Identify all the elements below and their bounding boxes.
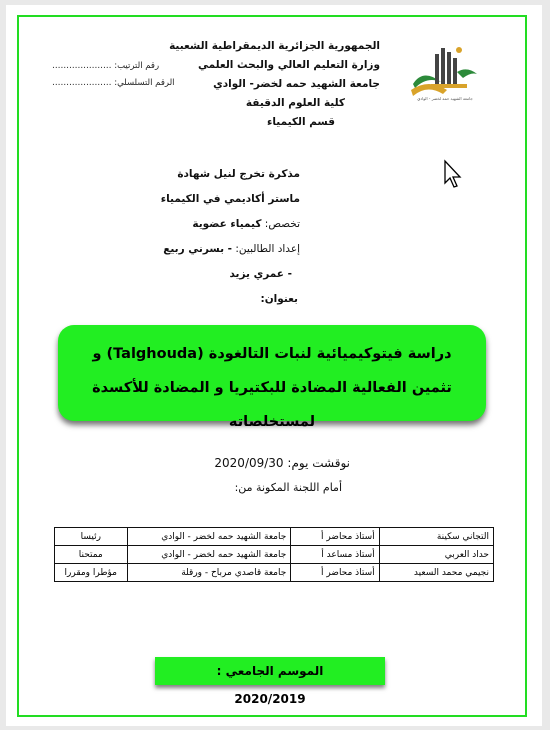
header-republic: الجمهورية الجزائرية الديمقراطية الشعبية [169,40,380,52]
student-2: - عمري يزيد [229,268,292,280]
academic-season-label: الموسم الجامعي : [216,664,324,678]
order-number-label: رقم الترتيب: [114,61,160,71]
jury-name: حداد العربي [379,546,493,564]
students-line [163,243,300,255]
specialty-value: كيمياء عضوية [192,218,262,230]
order-number-dots: ………………… [52,61,112,71]
specialty-label: تخصص: [264,218,300,230]
mouse-pointer-icon [443,159,465,189]
defense-date-value: 2020/09/30 [214,456,284,470]
academic-season [155,657,385,713]
defense-date-label: نوقشت يوم: [287,456,350,470]
header-department: قسم الكيمياء [266,116,335,128]
jury-university: جامعة الشهيد حمه لخضر - الوادي [127,546,291,564]
serial-number-field [52,78,175,88]
thesis-title-box [58,325,486,430]
university-logo [407,42,487,102]
jury-rank: أستاذ محاضر أ [291,528,379,546]
jury-role: ممتحنا [55,546,128,564]
jury-university: جامعة الشهيد حمه لخضر - الوادي [127,528,291,546]
jury-name: نجيمي محمد السعيد [379,564,493,582]
thesis-type-line1: مذكرة تخرج لنيل شهادة [177,168,300,180]
jury-role: رئيسا [55,528,128,546]
jury-role: مؤطرا ومقررا [55,564,128,582]
thesis-title: دراسة فيتوكيميائية لنبات التالغودة (Talghouda) و تثمين الفعالية المضادة للبكتيريا و المضادة للأكسدة لمستخلصاته [92,346,452,430]
header-faculty: كلية العلوم الدقيقة [245,97,345,109]
jury-table [54,527,494,582]
table-row [55,546,494,564]
jury-name: التجاني سكينة [379,528,493,546]
table-row [55,564,494,582]
title-label: بعنوان: [260,293,298,305]
jury-rank: أستاذ محاضر أ [291,564,379,582]
academic-season-box [155,657,385,706]
table-row [55,528,494,546]
student-1: - بسرني ربيع [163,243,233,255]
order-number-field [52,61,159,71]
jury-intro: أمام اللجنة المكونة من: [234,481,342,494]
prepared-by-label: إعداد الطالبين: [235,243,300,255]
serial-number-dots: ………………… [52,78,112,88]
jury-rank: أستاذ مساعد أ [291,546,379,564]
logo-caption: جامعة الشهيد حمه لخضر - الوادي [417,96,473,101]
thesis-type-line2: ماستر أكاديمي في الكيمياء [160,193,300,205]
header-university: جامعة الشهيد حمه لخضر- الوادي [213,78,380,90]
header-ministry: وزارة التعليم العالي والبحث العلمي [197,59,380,71]
specialty-line [192,218,300,230]
jury-university: جامعة قاصدي مرباح - ورقلة [127,564,291,582]
academic-season-value: 2020/2019 [234,692,306,706]
serial-number-label: الرقم التسلسلي: [114,78,175,88]
defense-date-line [214,456,350,470]
